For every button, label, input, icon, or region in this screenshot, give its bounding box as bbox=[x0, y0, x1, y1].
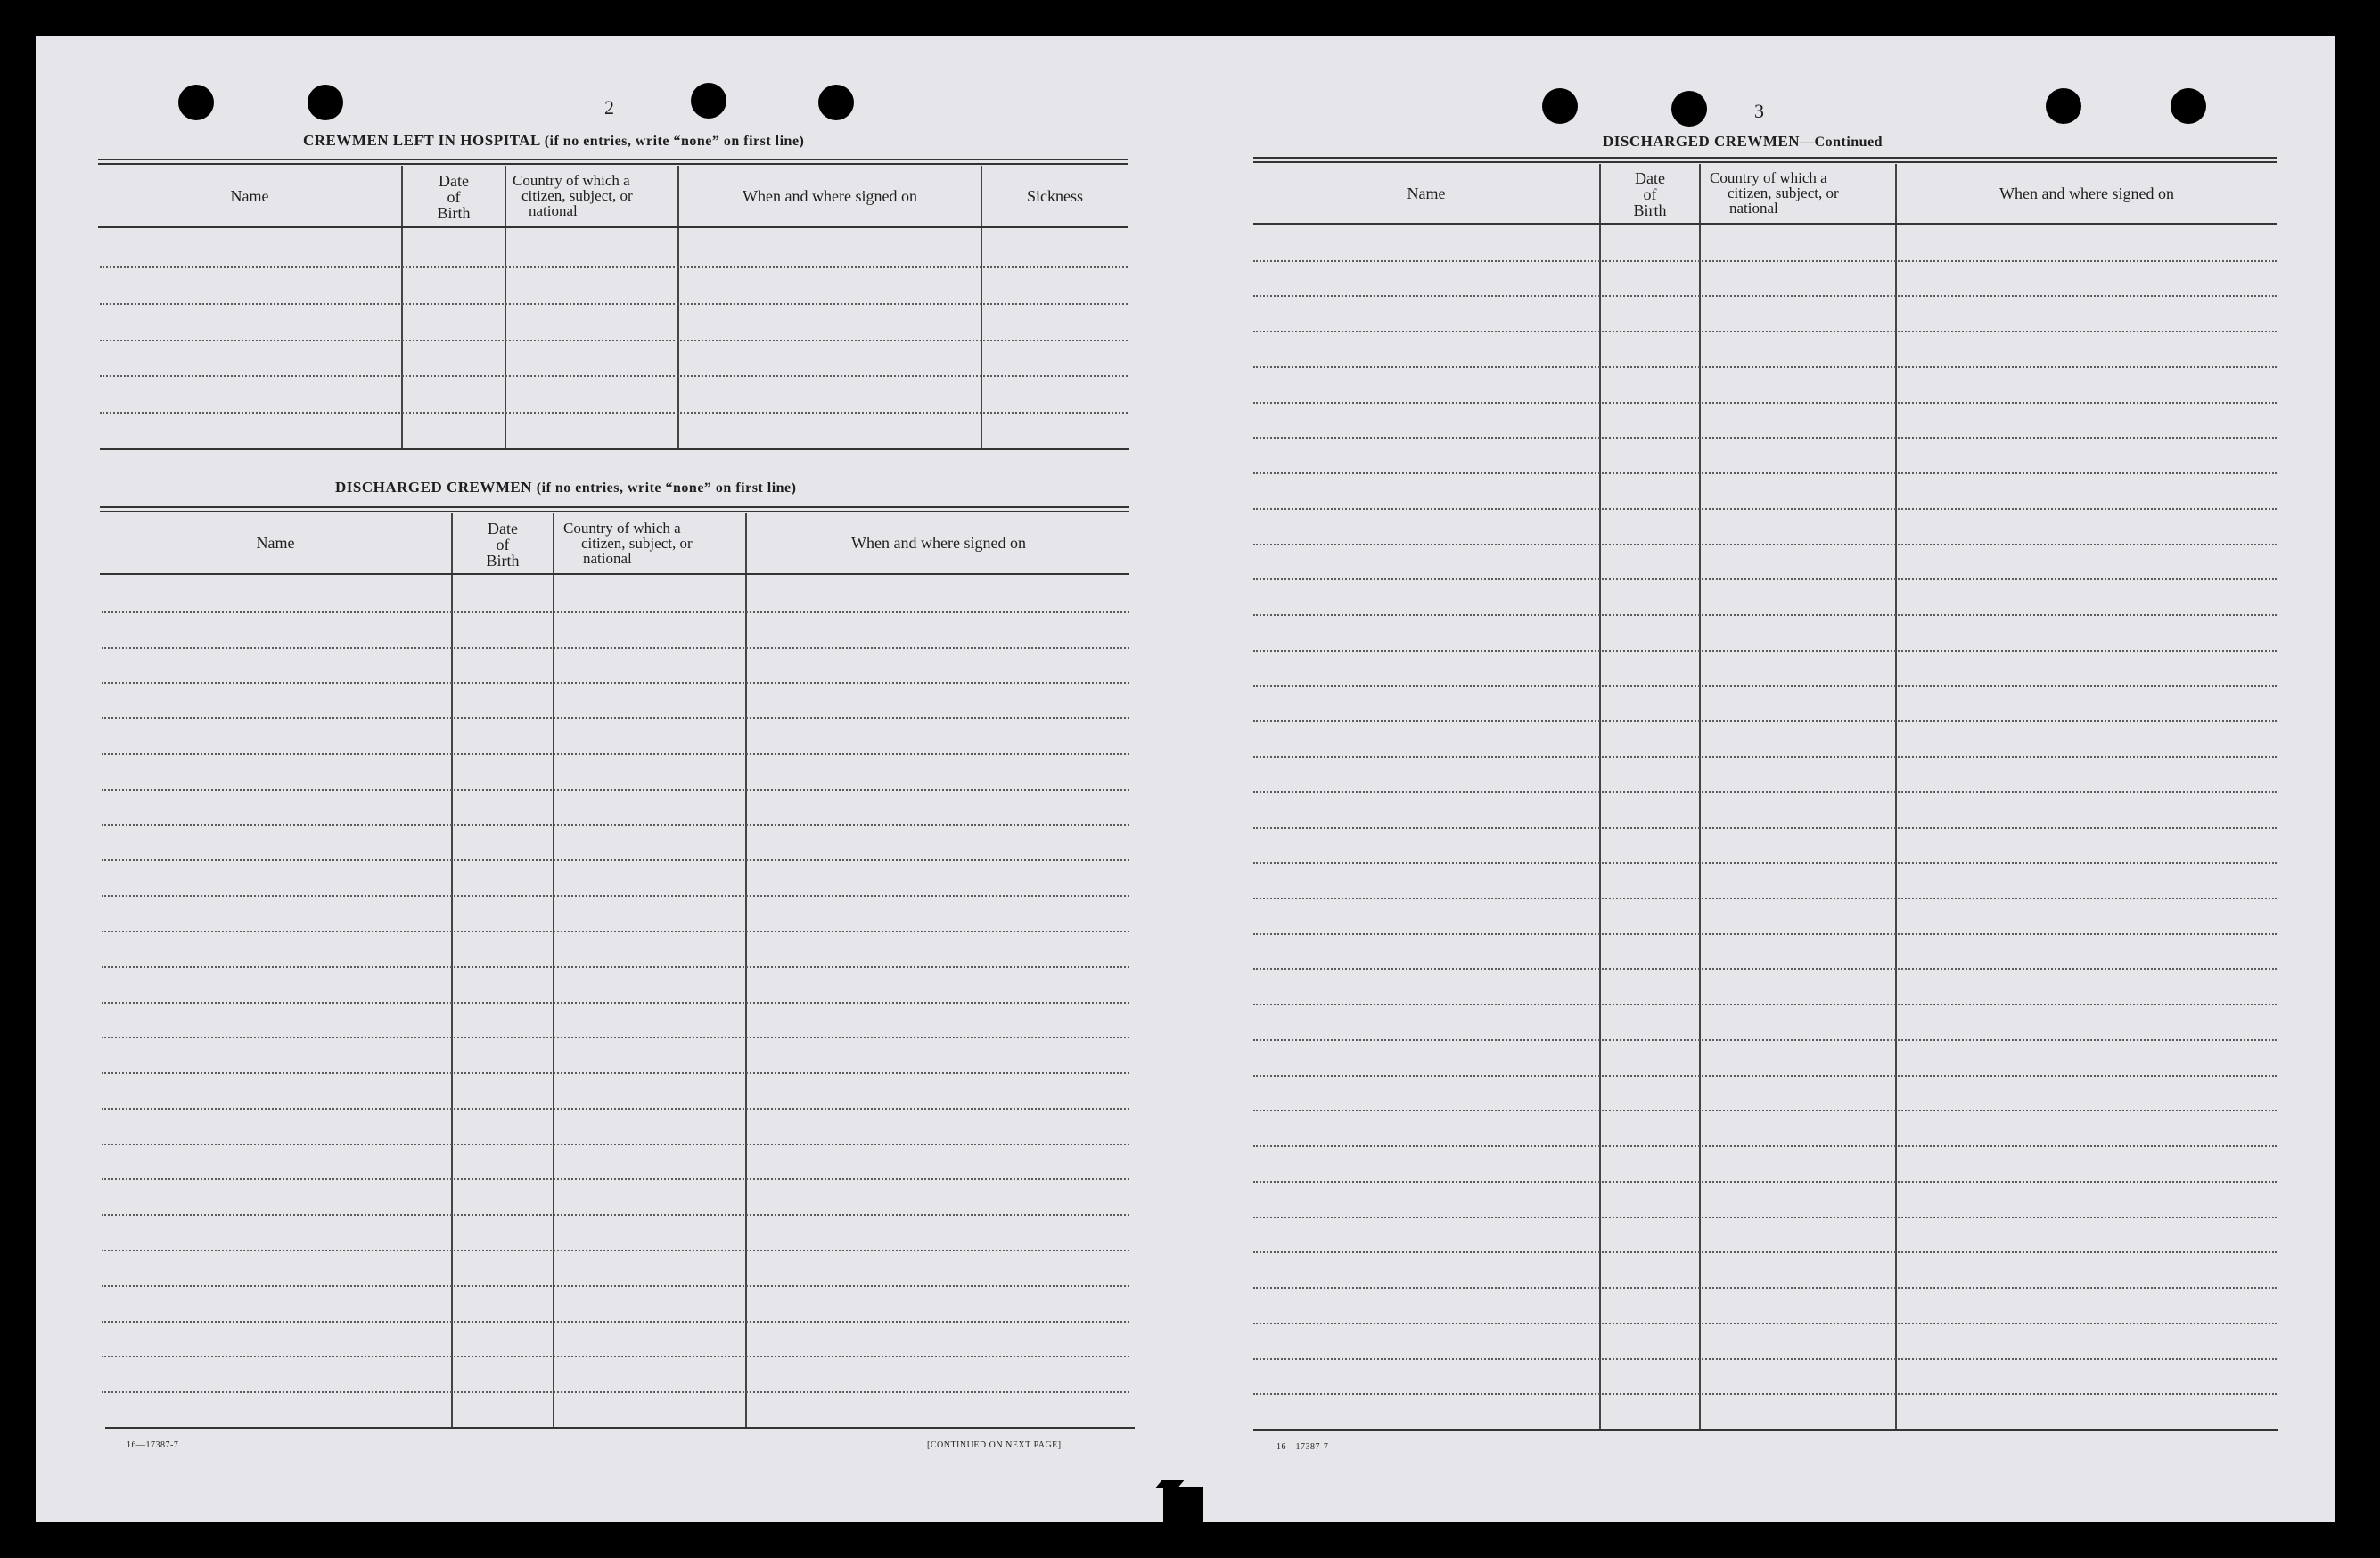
entry-line bbox=[1253, 1075, 2277, 1077]
entry-line bbox=[102, 1108, 1129, 1110]
entry-line bbox=[1253, 1181, 2277, 1183]
column-header-country: Country of which a citizen, subject, or national bbox=[1710, 169, 1839, 217]
title-text: DISCHARGED CREWMEN bbox=[335, 479, 533, 496]
entry-line bbox=[1253, 1287, 2277, 1289]
form-sheet bbox=[36, 36, 2335, 1522]
header-bottom-rule bbox=[98, 226, 1128, 228]
punch-hole bbox=[2046, 88, 2081, 124]
form-number: 16—17387-7 bbox=[1276, 1442, 1329, 1452]
entry-line bbox=[100, 303, 1128, 305]
page-number: 3 bbox=[1754, 100, 1764, 122]
entry-line bbox=[1253, 1217, 2277, 1218]
table-top-rule bbox=[100, 511, 1129, 512]
entry-line bbox=[102, 895, 1129, 897]
column-divider bbox=[1699, 164, 1701, 1430]
entry-line bbox=[102, 1144, 1129, 1145]
entry-line bbox=[102, 1178, 1129, 1180]
entry-line bbox=[1253, 650, 2277, 652]
table-top-rule bbox=[98, 163, 1128, 165]
section-title-hospital bbox=[303, 132, 804, 150]
column-header-signed-on: When and where signed on bbox=[743, 187, 917, 205]
punch-hole bbox=[691, 83, 726, 119]
column-header-name: Name bbox=[1407, 184, 1446, 202]
table-top-rule bbox=[1253, 157, 2277, 159]
column-header-dob: Date of Birth bbox=[486, 520, 520, 570]
column-header-dob: Date of Birth bbox=[437, 172, 471, 222]
entry-line bbox=[1253, 685, 2277, 687]
column-header-country: Country of which a citizen, subject, or national bbox=[563, 520, 693, 567]
title-instruction: (if no entries, write “none” on first line) bbox=[536, 480, 797, 496]
punch-hole bbox=[1542, 88, 1578, 124]
entry-line bbox=[1253, 1323, 2277, 1324]
column-divider bbox=[981, 166, 982, 449]
section-title-discharged bbox=[335, 479, 796, 496]
table-top-rule bbox=[1253, 161, 2277, 163]
entry-line bbox=[1253, 437, 2277, 439]
column-divider bbox=[745, 513, 747, 1427]
title-instruction: (if no entries, write “none” on first line) bbox=[544, 134, 805, 149]
punch-hole bbox=[178, 85, 214, 120]
column-header-sickness: Sickness bbox=[1027, 187, 1083, 205]
entry-line bbox=[102, 1356, 1129, 1357]
column-divider bbox=[553, 513, 554, 1427]
continued-note: [CONTINUED ON NEXT PAGE] bbox=[927, 1440, 1062, 1450]
page-number: 2 bbox=[604, 96, 614, 119]
entry-line bbox=[100, 340, 1128, 341]
entry-line bbox=[1253, 1358, 2277, 1360]
column-header-dob: Date of Birth bbox=[1633, 169, 1667, 219]
entry-line bbox=[102, 1002, 1129, 1004]
entry-line bbox=[1253, 508, 2277, 510]
header-bottom-rule bbox=[1253, 223, 2277, 225]
entry-line bbox=[1253, 544, 2277, 545]
entry-line bbox=[1253, 366, 2277, 368]
table-top-rule bbox=[98, 159, 1128, 160]
column-header-signed-on: When and where signed on bbox=[1999, 184, 2174, 202]
entry-line bbox=[1253, 331, 2277, 332]
entry-line bbox=[102, 824, 1129, 826]
entry-line bbox=[102, 1037, 1129, 1038]
title-text: CREWMEN LEFT IN HOSPITAL bbox=[303, 132, 540, 149]
entry-line bbox=[1253, 791, 2277, 793]
column-header-signed-on: When and where signed on bbox=[851, 534, 1026, 552]
header-bottom-rule bbox=[100, 573, 1129, 575]
column-divider bbox=[1599, 164, 1601, 1430]
entry-line bbox=[102, 1391, 1129, 1393]
entry-line bbox=[102, 1072, 1129, 1074]
entry-line bbox=[1253, 968, 2277, 970]
column-header-country: Country of which a citizen, subject, or national bbox=[513, 172, 633, 219]
entry-line bbox=[102, 1214, 1129, 1216]
entry-line bbox=[1253, 1393, 2277, 1395]
entry-line bbox=[1253, 720, 2277, 722]
entry-line bbox=[1253, 1110, 2277, 1111]
entry-line bbox=[1253, 1004, 2277, 1005]
entry-line bbox=[102, 859, 1129, 861]
punch-hole bbox=[2171, 88, 2206, 124]
entry-line bbox=[1253, 1039, 2277, 1041]
entry-line bbox=[100, 375, 1128, 377]
column-divider bbox=[1895, 164, 1897, 1430]
entry-line bbox=[102, 966, 1129, 968]
entry-line bbox=[102, 1321, 1129, 1323]
entry-line bbox=[102, 647, 1129, 649]
table-bottom-rule bbox=[1253, 1429, 2278, 1431]
table-top-rule bbox=[100, 506, 1129, 508]
title-suffix: —Continued bbox=[1800, 135, 1883, 150]
column-header-name: Name bbox=[256, 534, 295, 552]
column-divider bbox=[451, 513, 453, 1427]
entry-line bbox=[102, 1285, 1129, 1287]
entry-line bbox=[1253, 402, 2277, 404]
torn-edge bbox=[1163, 1487, 1203, 1522]
entry-line bbox=[1253, 933, 2277, 935]
entry-line bbox=[102, 718, 1129, 719]
column-divider bbox=[677, 166, 679, 449]
table-bottom-rule bbox=[100, 448, 1129, 450]
form-number: 16—17387-7 bbox=[127, 1440, 179, 1450]
entry-line bbox=[102, 931, 1129, 932]
section-title-discharged-continued bbox=[1603, 133, 1883, 151]
title-text: DISCHARGED CREWMEN bbox=[1603, 133, 1801, 150]
entry-line bbox=[1253, 1251, 2277, 1253]
entry-line bbox=[100, 412, 1128, 414]
column-header-name: Name bbox=[230, 187, 269, 205]
entry-line bbox=[102, 611, 1129, 613]
entry-line bbox=[1253, 1145, 2277, 1147]
punch-hole bbox=[308, 85, 343, 120]
entry-line bbox=[102, 789, 1129, 791]
column-divider bbox=[505, 166, 506, 449]
entry-line bbox=[1253, 862, 2277, 864]
entry-line bbox=[102, 753, 1129, 755]
table-bottom-rule bbox=[105, 1427, 1135, 1429]
entry-line bbox=[1253, 472, 2277, 474]
entry-line bbox=[102, 1250, 1129, 1251]
entry-line bbox=[1253, 614, 2277, 616]
entry-line bbox=[1253, 578, 2277, 580]
entry-line bbox=[1253, 898, 2277, 899]
entry-line bbox=[1253, 295, 2277, 297]
entry-line bbox=[1253, 827, 2277, 829]
entry-line bbox=[1253, 756, 2277, 758]
punch-hole bbox=[818, 85, 854, 120]
entry-line bbox=[100, 266, 1128, 268]
entry-line bbox=[1253, 260, 2277, 262]
entry-line bbox=[102, 682, 1129, 684]
punch-hole bbox=[1671, 91, 1707, 127]
